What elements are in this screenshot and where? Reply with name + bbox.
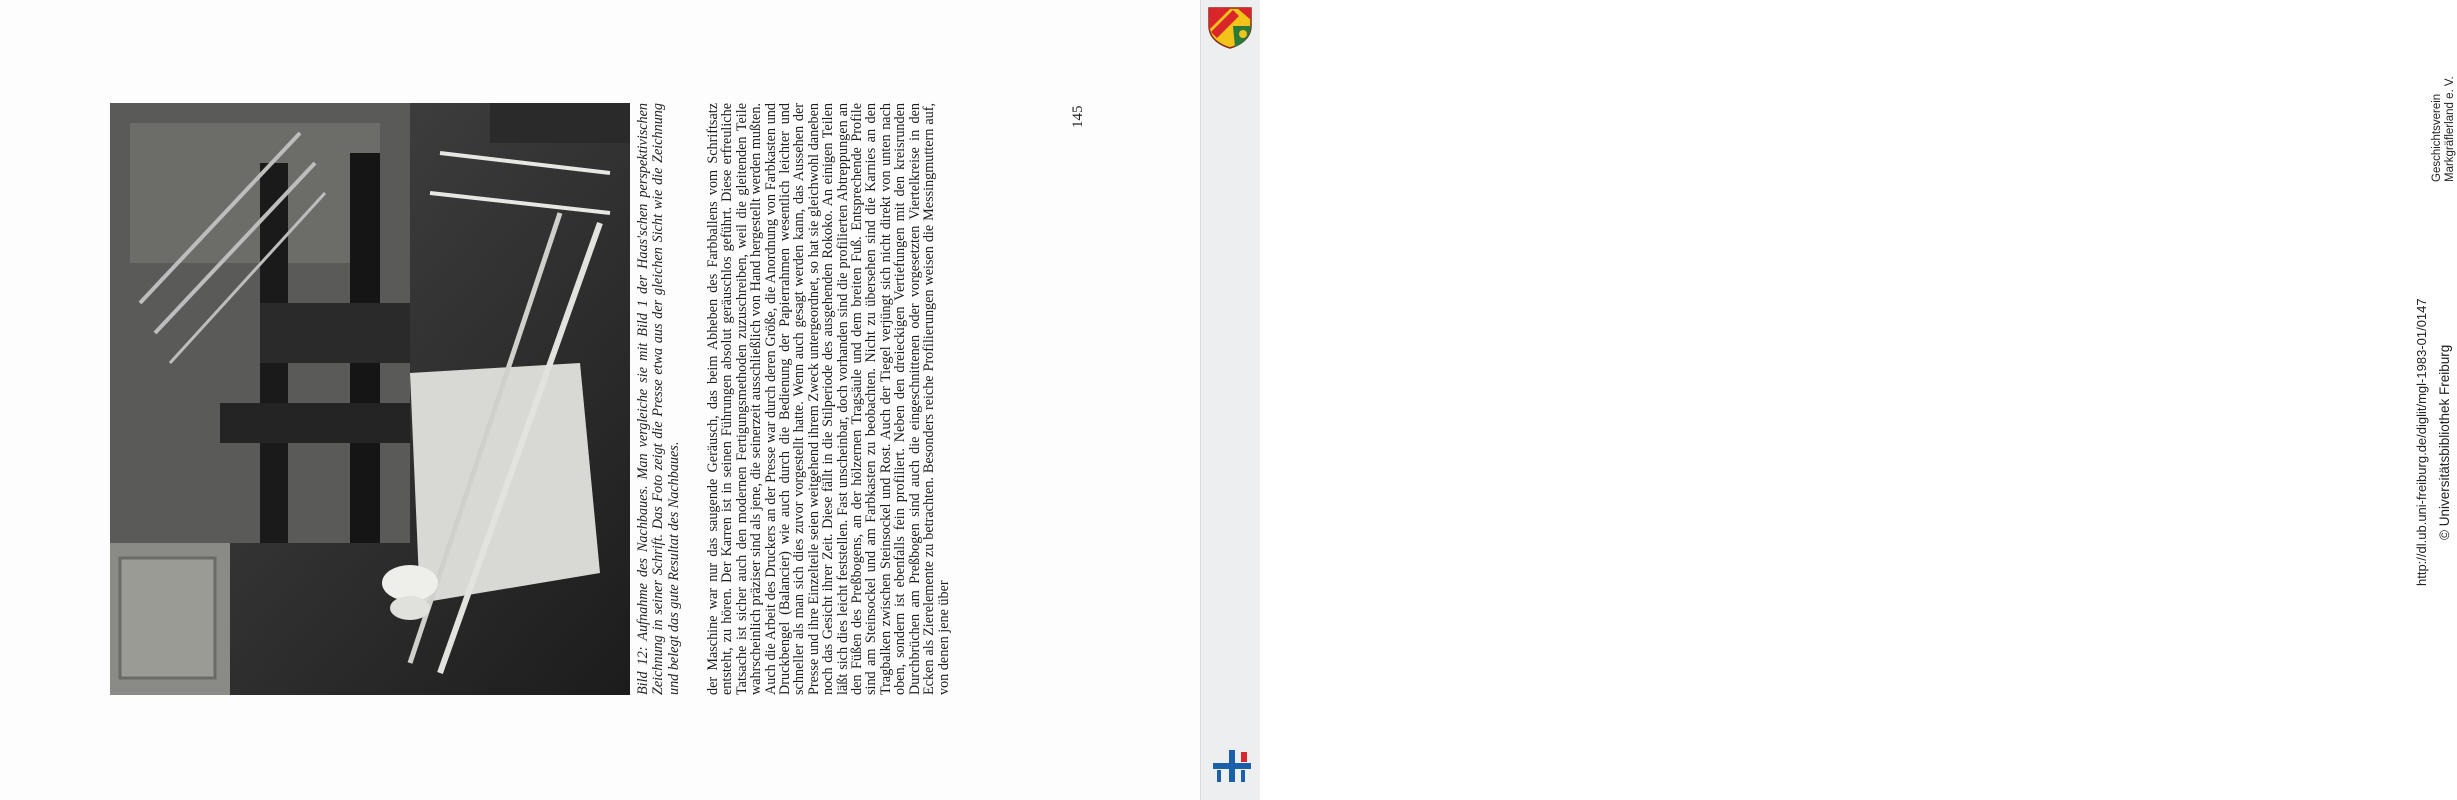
scanned-page xyxy=(0,0,1200,800)
press-photo-image xyxy=(110,103,630,695)
viewer-sidebar xyxy=(1200,0,2456,800)
copyright-notice: © Universitätsbibliothek Freiburg xyxy=(2437,344,2452,540)
society-line-1: Geschichtsverein xyxy=(2431,93,2443,182)
ub-freiburg-logo-icon xyxy=(1211,748,1253,784)
coat-of-arms-icon xyxy=(1207,6,1253,50)
body-text-block xyxy=(706,103,1076,695)
body-paragraph: der Maschine war nur das saugende Geräusch, das beim Abheben des Farbballens vom Schriftsatz entsteht, zu hören. Der Karren ist in seinen Führungen absolut geräuschlos geführt. Diese erfreuliche Tatsache ist sicher auch den modernen Fertigungsmethoden zuzuschreiben, weil die gleitenden Teile wahrscheinlich präziser sind als jene, die seinerzeit ausschließlich von Hand hergestellt werden mußten. Auch die Arbeit des Druckers an der Presse war durch deren Größe, die Anordnung von Farbkasten und Druckbengel (Balancier) wie auch durch die Bedienung der Papierrahmen wesentlich leichter und schneller als man sich dies zuvor vorgestellt hatte. Wenn auch gesagt werden kann, das Aussehen der Presse und ihre Einzelteile seien weitgehend ihrem Zweck untergeordnet, so hat sie gleichwohl daneben noch das Gesicht ihrer Zeit. Diese fällt in die Stilperiode des ausgehenden Rokoko. An einigen Teilen läßt sich dies leicht feststellen. Fast unscheinbar, doch vorhanden sind die profilierten Abtreppungen an den Füßen des Preßbogens, an der hölzernen Tragsäule und dem breiten Fuß. Entsprechende Profile sind am Steinsockel und am Farbkasten zu beobachten. Nicht zu übersehen sind die Karnies an den Tragbalken zwischen Steinsockel und Rost. Auch der Tiegel verjüngt sich nicht direkt von unten nach oben, sondern ist ebenfalls fein profiliert. Neben den dreieckigen Vertiefungen mit den kreisrunden Durchbrüchen am Preßbogen sind auch die eingeschnittenen oder vorgesetzten Viertelkreise in den Ecken als Zierelemente zu betrachten. Besonders reiche Profilierungen weisen die Messingmuttern auf, von denen jene über xyxy=(705,103,952,695)
society-name xyxy=(2431,76,2457,182)
photo-caption xyxy=(636,103,698,695)
society-line-2: Markgräflerland e. V. xyxy=(2444,76,2456,182)
permalink-url[interactable]: http://dl.ub.uni-freiburg.de/diglit/mgl-1983-01/0147 xyxy=(2414,298,2429,586)
press-photo xyxy=(110,103,630,695)
page-number: 145 xyxy=(1070,105,1086,128)
caption-text: Bild 12: Aufnahme des Nachbaues. Man vergleiche sie mit Bild 1 der Haas'schen perspektivischen Zeichnung in seiner Schrift. Das Foto zeigt die Presse etwa aus der gleichen Sicht wie die Zeichnung und belegt das gute Resultat des Nachbaues. xyxy=(635,103,682,695)
